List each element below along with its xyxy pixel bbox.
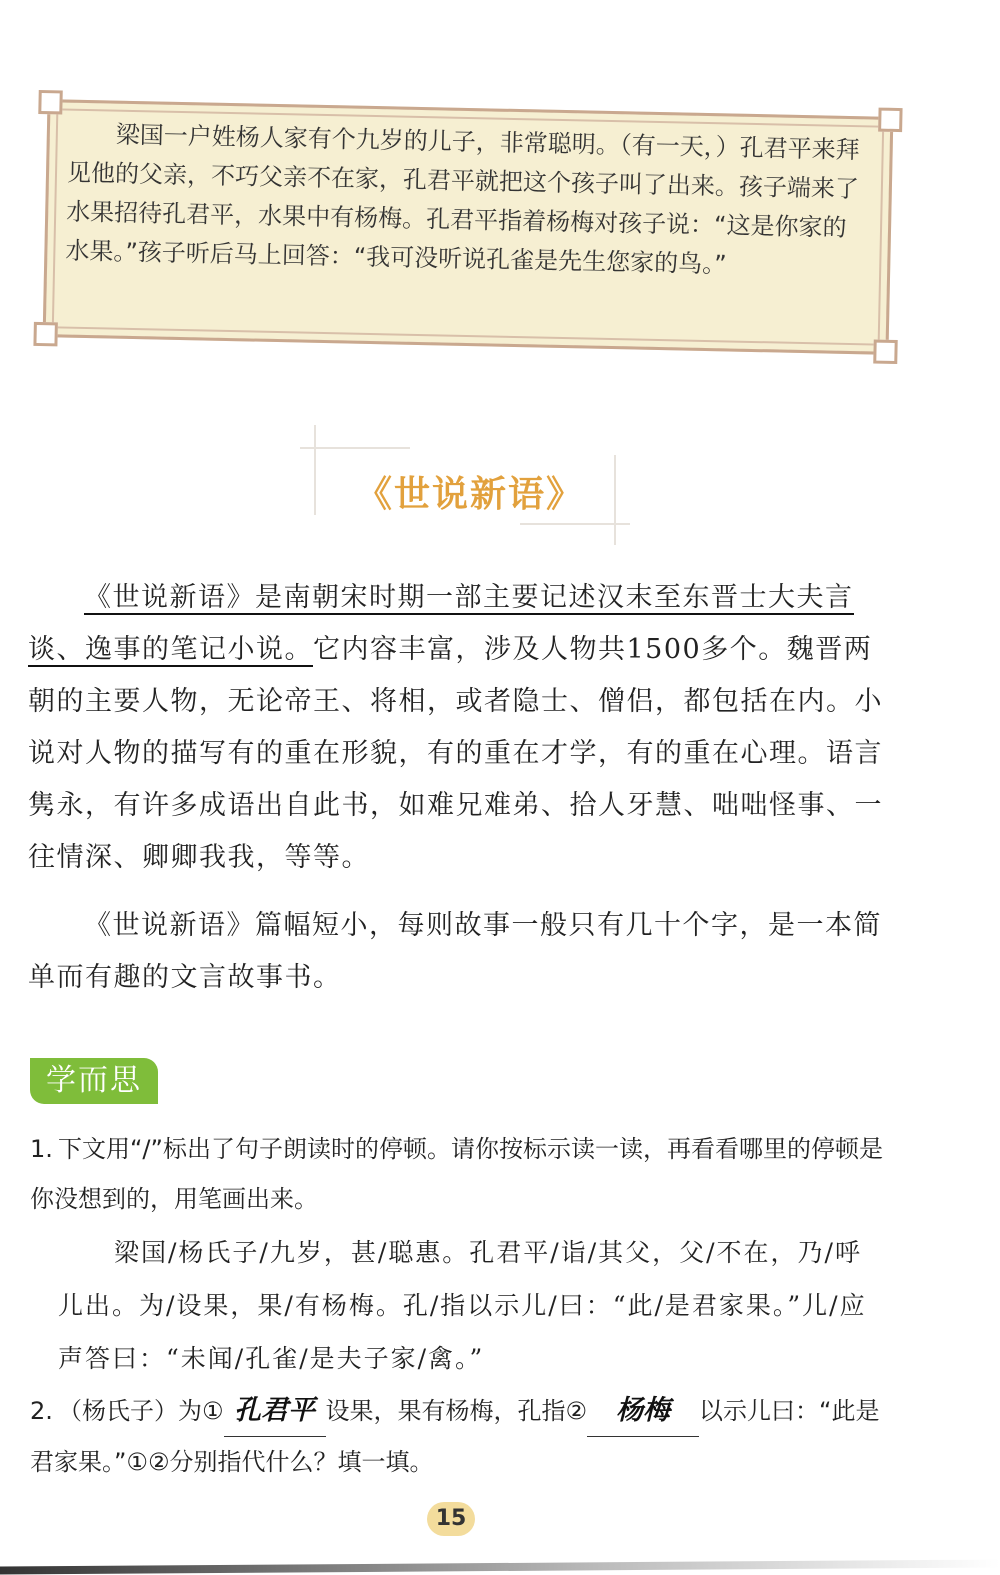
question-2-part2: 设果，果有杨梅，孔指② — [325, 1397, 588, 1425]
intro-paragraph-2: 《世说新语》篇幅短小，每则故事一般只有几十个字，是一本简单而有趣的文言故事书。 — [28, 910, 882, 993]
answer-blank-2[interactable]: 杨梅 — [587, 1386, 699, 1437]
corner-ornament — [33, 322, 57, 346]
page-edge-shadow — [0, 1560, 1000, 1575]
page-number: 15 — [427, 1502, 475, 1536]
corner-ornament — [38, 90, 62, 114]
section-title: 《世说新语》 — [355, 474, 584, 515]
underlined-sentence: 《世说新语》是南朝宋时期一部主要记述汉末至东晋士大夫言谈、逸事的笔记小说。 — [28, 582, 854, 665]
classical-text: 梁国/杨氏子/九岁，甚/聪惠。孔君平/诣/其父，父/不在，乃/呼儿出。为/设果，果/有杨梅。孔/指以示儿/曰：“此/是君家果。”儿/应声答曰：“未闻/孔雀/是夫子家/禽。” — [58, 1238, 867, 1373]
translation-box — [43, 99, 894, 355]
study-section-label: 学而思 — [30, 1058, 158, 1104]
intro-paragraph-1 — [28, 572, 888, 884]
question-2-part3: 以示儿曰：“此是君家果。”①②分别指代什么？填一填。 — [30, 1397, 880, 1476]
question-2-part1: （杨氏子）为① — [58, 1397, 224, 1425]
question-2 — [30, 1386, 890, 1487]
question-1-text: 下文用“/”标出了句子朗读时的停顿。请你按标示读一读，再看看哪里的停顿是你没想到的，用笔画出来。 — [30, 1135, 883, 1213]
question-1-number: 1. — [30, 1135, 53, 1163]
question-1 — [30, 1124, 890, 1224]
corner-ornament — [878, 108, 902, 132]
intro-paragraph-1-rest: 它内容丰富，涉及人物共1500多个。魏晋两朝的主要人物，无论帝王、将相，或者隐士、僧侣，都包括在内。小说对人物的描写有的重在形貌，有的重在才学，有的重在心理。语言隽永，有许多成语出自此书，如难兄难弟、拾人牙慧、咄咄怪事、一往情深、卿卿我我，等等。 — [28, 634, 883, 873]
answer-blank-1[interactable]: 孔君平 — [224, 1386, 326, 1437]
question-2-number: 2. — [30, 1397, 53, 1425]
translation-text: 梁国一户姓杨人家有个九岁的儿子，非常聪明。（有一天，）孔君平来拜见他的父亲，不巧父亲不在家，孔君平就把这个孩子叫了出来。孩子端来了水果招待孔君平，水果中有杨梅。孔君平指着杨梅对孩子说：“这是你家的水果。”孩子听后马上回答：“我可没听说孔雀是先生您家的鸟。” — [65, 120, 860, 279]
corner-ornament — [873, 340, 897, 364]
